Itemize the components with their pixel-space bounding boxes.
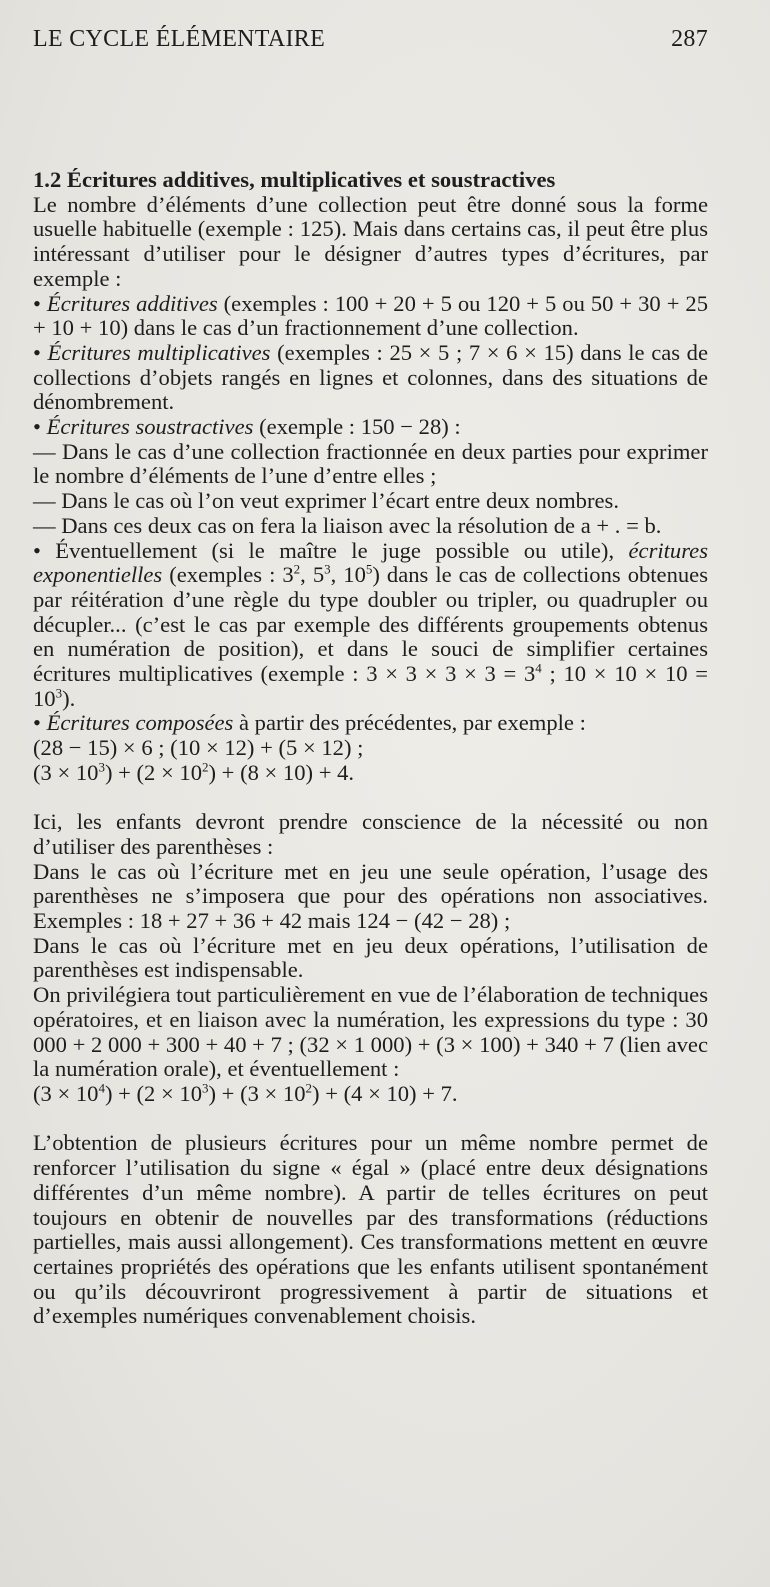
page-body — [33, 168, 708, 1329]
parentheses-para-1: Ici, les enfants devront prendre conscience de la nécessité ou non d’utiliser des parenthèses : — [33, 809, 708, 859]
term-additive: Écritures additives — [46, 290, 218, 316]
term-exponential: écritures exponentielles — [33, 537, 708, 588]
dash-item-2: — Dans le cas où l’on veut exprimer l’écart entre deux nombres. — [33, 488, 619, 514]
parentheses-para-2: Dans le cas où l’écriture met en jeu une seule opération, l’usage des parenthèses ne s’imposera que pour des opérations non associatives. Exemples : 18 + 27 + 36 + 42 mais 124 − (42 − 28) ; — [33, 858, 708, 934]
section-intro: Le nombre d’éléments d’une collection peut être donné sous la forme usuelle habituelle (exemple : 125). Mais dans certains cas, il peut être plus intéressant d’utiliser pour le désigner d’autres types d’écritures, par exemple : — [33, 191, 708, 291]
bullet-subtractive: • Écritures soustractives (exemple : 150 − 28) : — [33, 414, 461, 440]
section-heading: 1.2 Écritures additives, multiplicatives et soustractives — [33, 167, 556, 192]
bullet-composed: • Écritures composées à partir des précédentes, par exemple : — [33, 710, 586, 736]
page-number: 287 — [671, 26, 708, 52]
bullet-additive: • Écritures additives (exemples : 100 + 20 + 5 ou 120 + 5 ou 50 + 30 + 25 + 10 + 10) dans le cas d’un fractionnement d’une collection. — [33, 290, 709, 341]
parentheses-para-5: $(3 \times 10^4) + (2 \times 10^3) + (3 \times 10^2) + (4 \times 10) + 7$. — [33, 1080, 458, 1106]
term-multiplicative: Écritures multiplicatives — [47, 339, 271, 365]
paragraph-gap — [33, 1107, 708, 1132]
dash-item-3: — Dans ces deux cas on fera la liaison avec la résolution de a + . = b. — [33, 512, 662, 538]
composed-example-2: $(3 \times 10^3) + (2 \times 10^2) + (8 \times 10) + 4$. — [33, 759, 355, 785]
paragraph-gap — [33, 786, 708, 811]
equal-sign-paragraph: L’obtention de plusieurs écritures pour un même nombre permet de renforcer l’utilisation du signe « égal » (placé entre deux désignations différentes d’un même nombre). A partir de telles écritures on peut toujours en obtenir de nouvelles par des transformations (réductions partielles, mais aussi allongement). Ces transformations mettent en œuvre certaines propriétés des opérations que les enfants utilisent spontanément ou qu’ils découvriront progressivement à partir de situations et d’exemples numériques convenablement choisis. — [33, 1130, 708, 1329]
dash-item-1: — Dans le cas d’une collection fractionnée en deux parties pour exprimer le nombre d’éléments de l’une d’entre elles ; — [33, 438, 708, 489]
parentheses-para-4: On privilégiera tout particulièrement en vue de l’élaboration de techniques opératoires, et en liaison avec la numération, les expressions du type : 30 000 + 2 000 + 300 + 40 + 7 ; (32 × 1 000) + (3 × 100) + 340 + 7 (lien avec la numération orale), et éventuellement : — [33, 982, 708, 1082]
bullet-multiplicative: • Écritures multiplicatives (exemples : 25 × 5 ; 7 × 6 × 15) dans le cas de collections d’objets rangés en lignes et colonnes, dans des situations de dénombrement. — [33, 339, 708, 415]
parentheses-para-3: Dans le cas où l’écriture met en jeu deux opérations, l’utilisation de parenthèses est indispensable. — [33, 932, 708, 983]
term-composed: Écritures composées — [46, 710, 234, 736]
composed-example-1: (28 − 15) × 6 ; (10 × 12) + (5 × 12) ; — [33, 735, 364, 761]
chapter-title: LE CYCLE ÉLÉMENTAIRE — [33, 26, 326, 52]
term-subtractive: Écritures soustractives — [46, 414, 254, 440]
running-head — [33, 26, 708, 60]
bullet-exponential: • Éventuellement (si le maître le juge possible ou utile), écritures exponentielles (exemples : $3^2$, $5^3$, $10^5$) dans le cas de collections obtenues par réitération d’une règle du type doubler ou tripler, ou quadrupler ou décupler... (c’est le cas par exemple des différents groupements obtenus en numération de position), et dans le souci de simplifier certaines écritures multiplicatives (exemple : $3 \times 3 \times 3 \times 3 = 3^4$ ; $10 \times 10 \times 10 = 10^3$). — [33, 537, 709, 711]
